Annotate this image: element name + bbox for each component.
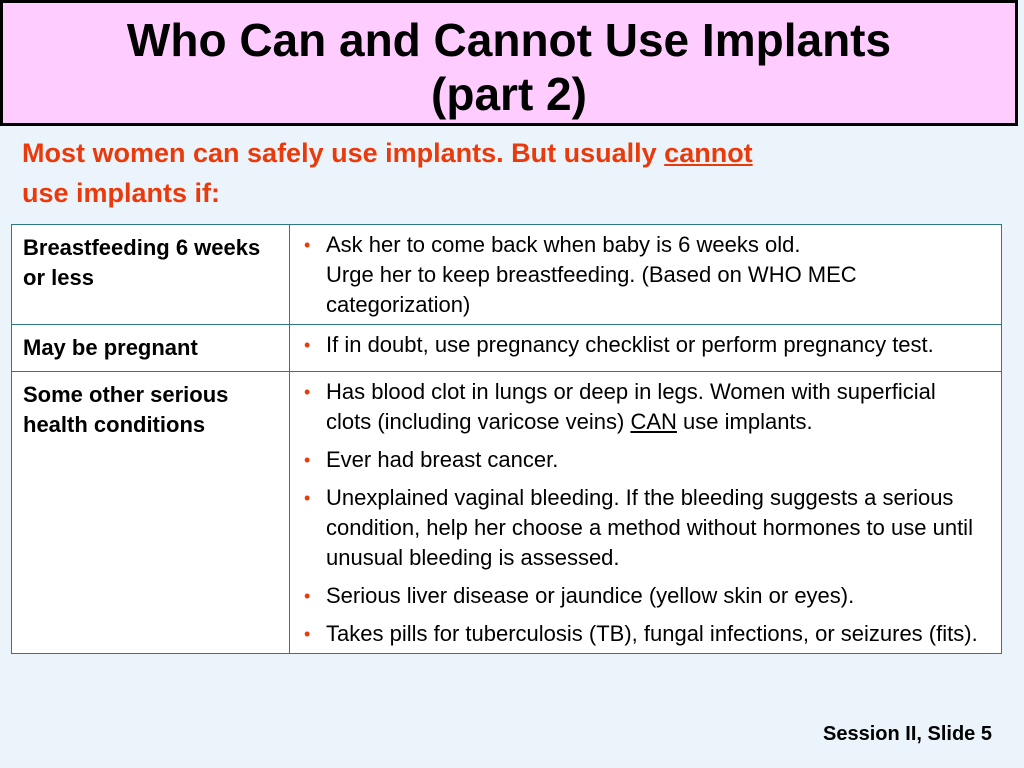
condition-cell: May be pregnant <box>12 325 290 372</box>
bullet-text: Ever had breast cancer. <box>326 447 559 472</box>
table-row-may-be-pregnant <box>12 325 1002 372</box>
bullet-text-line-1: Ask her to come back when baby is 6 weeks old. <box>326 232 801 257</box>
bullet-item <box>300 581 987 611</box>
bullet-dot-icon: • <box>304 586 311 606</box>
condition-cell: Breastfeeding 6 weeks or less <box>12 225 290 325</box>
bullet-list <box>300 377 987 649</box>
bullet-item <box>300 619 987 649</box>
implants-conditions-table <box>11 224 1002 654</box>
bullet-dot-icon: • <box>304 335 311 355</box>
bullet-text: Serious liver disease or jaundice (yellow skin or eyes). <box>326 583 855 608</box>
condition-cell: Some other serious health conditions <box>12 372 290 654</box>
bullet-dot-icon: • <box>304 624 311 644</box>
bullet-text-after: use implants. <box>676 409 813 434</box>
bullet-dot-icon: • <box>304 382 311 402</box>
bullet-text: Unexplained vaginal bleeding. If the bleeding suggests a serious condition, help her choose a method without hormones to use until unusual bleeding is assessed. <box>326 485 973 570</box>
bullet-item <box>300 230 987 320</box>
bullet-text-line-2: Urge her to keep breastfeeding. (Based on WHO MEC categorization) <box>326 262 857 317</box>
slide-footer: Session II, Slide 5 <box>823 723 992 745</box>
bullet-list <box>300 230 987 320</box>
bullet-text-before: Has blood clot in lungs or deep in legs. Women with superficial clots (including varicose veins) <box>326 379 936 434</box>
table-row-other-conditions <box>12 372 1002 654</box>
bullet-list <box>300 330 987 360</box>
bullet-text-underlined: CAN <box>630 409 677 434</box>
bullet-dot-icon: • <box>304 235 311 255</box>
bullet-text: If in doubt, use pregnancy checklist or perform pregnancy test. <box>326 332 934 357</box>
detail-cell <box>290 372 1002 654</box>
bullet-dot-icon: • <box>304 450 311 470</box>
intro-emphasis: cannot <box>664 138 753 168</box>
slide-title-box <box>0 0 1018 126</box>
bullet-item <box>300 330 987 360</box>
bullet-item <box>300 377 987 437</box>
bullet-item <box>300 483 987 573</box>
bullet-dot-icon: • <box>304 488 311 508</box>
detail-cell <box>290 225 1002 325</box>
intro-text-before: Most women can safely use implants. But usually <box>22 138 665 168</box>
table-row-breastfeeding <box>12 225 1002 325</box>
bullet-text: Takes pills for tuberculosis (TB), fungal infections, or seizures (fits). <box>326 621 978 646</box>
intro-text-after: use implants if: <box>22 178 221 208</box>
intro-text <box>22 133 982 213</box>
slide-title-line-2: (part 2) <box>431 68 587 120</box>
bullet-item <box>300 445 987 475</box>
slide-title-line-1: Who Can and Cannot Use Implants <box>126 14 892 66</box>
detail-cell <box>290 325 1002 372</box>
